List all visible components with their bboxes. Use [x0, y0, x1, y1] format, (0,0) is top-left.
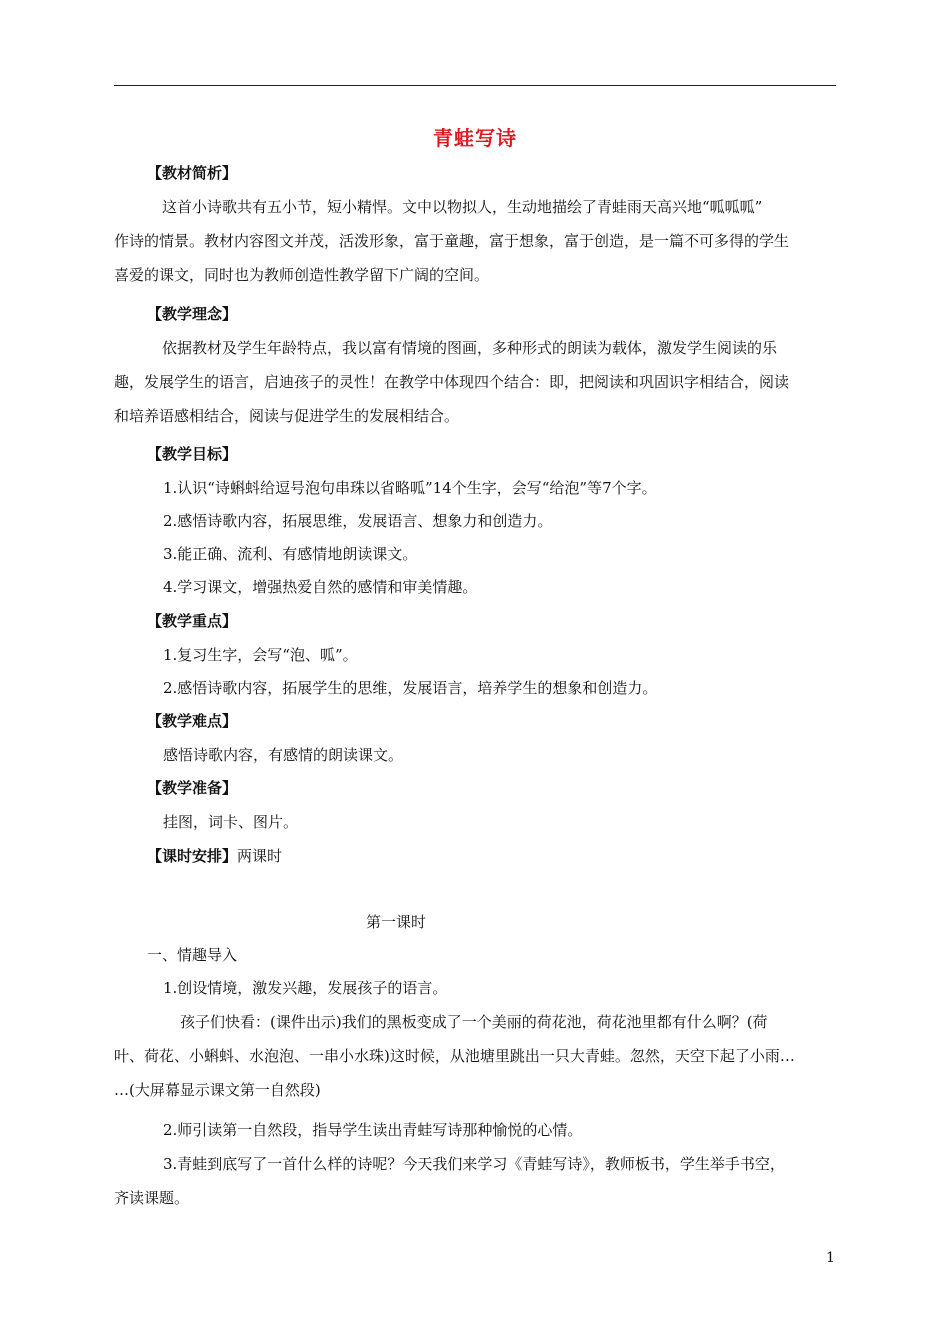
goal-item: 1.认识“诗蝌蚪给逗号泡句串珠以省略呱”14个生字，会写“给泡”等7个字。 — [163, 479, 657, 497]
schedule-label: 【课时安排】 — [147, 847, 238, 865]
philosophy-line-2: 趣，发展学生的语言，启迪孩子的灵性！在教学中体现四个结合：即，把阅读和巩固识字相结合，阅读 — [114, 373, 790, 391]
section-heading-philosophy: 【教学理念】 — [147, 305, 238, 323]
document-title: 青蛙写诗 — [433, 126, 517, 150]
section-heading-goals: 【教学目标】 — [147, 445, 238, 463]
lesson-para-line-1: 孩子们快看：(课件出示)我们的黑板变成了一个美丽的荷花池，荷花池里都有什么啊？(荷 — [180, 1013, 768, 1031]
lesson-part-1: 一、情趣导入 — [147, 946, 238, 964]
schedule-value: 两课时 — [237, 847, 283, 865]
keypoint-item: 2.感悟诗歌内容，拓展学生的思维，发展语言，培养学生的想象和创造力。 — [163, 679, 658, 697]
section-heading-analysis: 【教材简析】 — [147, 164, 238, 182]
goal-item: 4.学习课文，增强热爱自然的感情和审美情趣。 — [163, 578, 478, 596]
philosophy-line-1: 依据教材及学生年龄特点，我以富有情境的图画，多种形式的朗读为载体，激发学生阅读的乐 — [162, 339, 778, 357]
section-heading-schedule — [147, 846, 282, 866]
analysis-line-1: 这首小诗歌共有五小节，短小精悍。文中以物拟人，生动地描绘了青蛙雨天高兴地“呱呱呱” — [162, 198, 763, 216]
lesson-item-1: 1.创设情境，激发兴趣，发展孩子的语言。 — [163, 979, 448, 997]
keypoint-item: 1.复习生字，会写“泡、呱”。 — [163, 646, 358, 664]
lesson-item-3-line-1: 3.青蛙到底写了一首什么样的诗呢？今天我们来学习《青蛙写诗》，教师板书，学生举手书空， — [163, 1155, 785, 1173]
analysis-line-2: 作诗的情景。教材内容图文并茂，活泼形象，富于童趣，富于想象，富于创造，是一篇不可多得的学生 — [114, 232, 790, 250]
difficulty-text: 感悟诗歌内容，有感情的朗读课文。 — [163, 746, 404, 764]
header-rule — [114, 85, 836, 86]
lesson-heading: 第一课时 — [366, 913, 427, 931]
section-heading-difficulty: 【教学难点】 — [147, 712, 238, 730]
goal-item: 3.能正确、流利、有感情地朗读课文。 — [163, 545, 418, 563]
goal-item: 2.感悟诗歌内容，拓展思维，发展语言、想象力和创造力。 — [163, 512, 553, 530]
lesson-item-3-line-2: 齐读课题。 — [114, 1189, 190, 1207]
section-heading-preparation: 【教学准备】 — [147, 779, 238, 797]
lesson-item-2: 2.师引读第一自然段，指导学生读出青蛙写诗那种愉悦的心情。 — [163, 1121, 583, 1139]
analysis-line-3: 喜爱的课文，同时也为教师创造性教学留下广阔的空间。 — [114, 266, 490, 284]
lesson-para-line-3: …(大屏幕显示课文第一自然段) — [114, 1081, 321, 1099]
preparation-text: 挂图，词卡、图片。 — [163, 813, 299, 831]
section-heading-keypoints: 【教学重点】 — [147, 612, 238, 630]
philosophy-line-3: 和培养语感相结合，阅读与促进学生的发展相结合。 — [114, 407, 460, 425]
page-number: 1 — [826, 1250, 835, 1266]
lesson-para-line-2: 叶、荷花、小蝌蚪、水泡泡、一串小水珠)这时候，从池塘里跳出一只大青蛙。忽然，天空下起了小雨… — [114, 1047, 795, 1065]
